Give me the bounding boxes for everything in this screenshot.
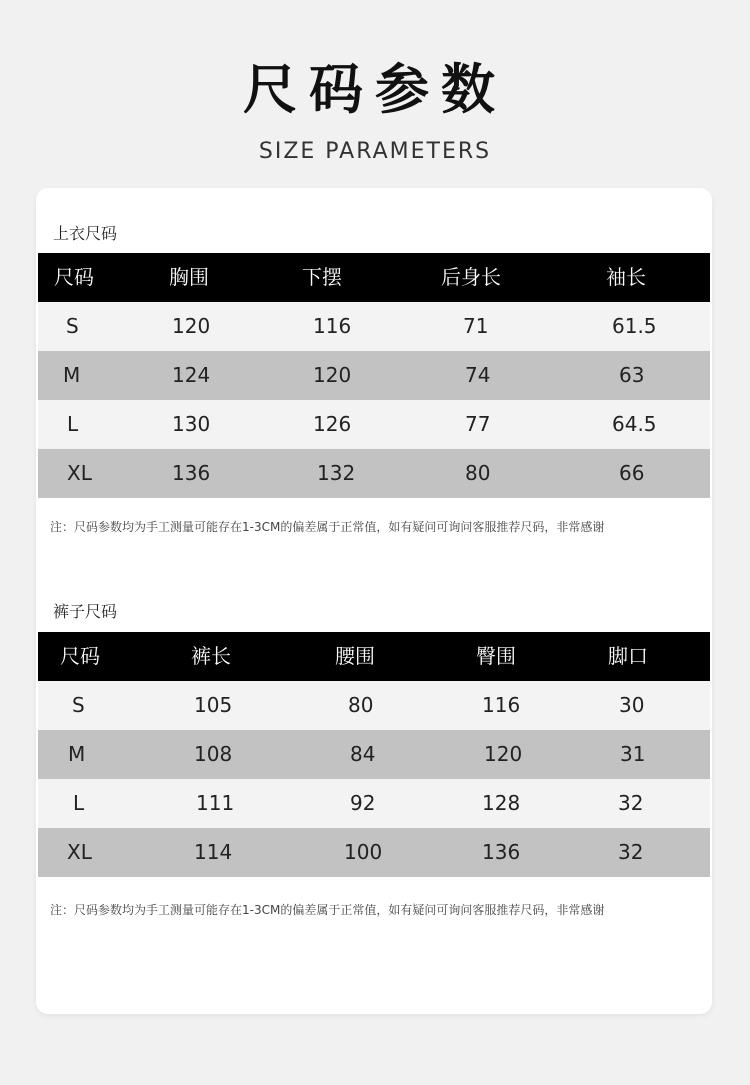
table-cell: 61.5 bbox=[612, 314, 657, 338]
top-size-note: 注：尺码参数均为手工测量可能存在1-3CM的偏差属于正常值，如有疑问可询问客服推荐尺码，非常感谢 bbox=[50, 520, 605, 534]
table-cell: 130 bbox=[172, 412, 211, 436]
table-cell: 100 bbox=[344, 840, 383, 864]
table-cell: 114 bbox=[194, 840, 233, 864]
table-cell: 132 bbox=[317, 461, 356, 485]
header-cell: 袖长 bbox=[606, 265, 646, 289]
table-cell: 116 bbox=[313, 314, 352, 338]
pants-size-label: 裤子尺码 bbox=[53, 602, 118, 621]
header-cell: 尺码 bbox=[54, 265, 94, 289]
table-cell: 71 bbox=[463, 314, 489, 338]
table-cell: XL bbox=[67, 840, 92, 864]
header-cell: 腰围 bbox=[335, 644, 375, 668]
page-title: 尺码参数 bbox=[243, 58, 507, 121]
header-cell: 裤长 bbox=[191, 644, 231, 668]
table-cell: 66 bbox=[619, 461, 645, 485]
table-cell: 31 bbox=[620, 742, 646, 766]
table-cell: 80 bbox=[465, 461, 491, 485]
table-cell: M bbox=[63, 363, 81, 387]
table-cell: S bbox=[72, 693, 85, 717]
table-cell: 128 bbox=[482, 791, 521, 815]
table-row bbox=[38, 681, 710, 730]
header-cell: 下摆 bbox=[302, 265, 342, 289]
header-cell: 后身长 bbox=[441, 265, 501, 289]
header-cell: 尺码 bbox=[60, 644, 100, 668]
table-cell: L bbox=[73, 791, 85, 815]
table-row bbox=[38, 449, 710, 498]
table-row bbox=[38, 400, 710, 449]
table-cell: 126 bbox=[313, 412, 352, 436]
table-cell: 108 bbox=[194, 742, 233, 766]
table-cell: 120 bbox=[484, 742, 523, 766]
table-row bbox=[38, 828, 710, 877]
table-cell: L bbox=[67, 412, 79, 436]
size-card bbox=[36, 188, 712, 1014]
table-cell: 80 bbox=[348, 693, 374, 717]
table-cell: XL bbox=[67, 461, 92, 485]
table-cell: 92 bbox=[350, 791, 376, 815]
table-cell: M bbox=[68, 742, 86, 766]
table-row bbox=[38, 351, 710, 400]
table-cell: 105 bbox=[194, 693, 233, 717]
top-size-label: 上衣尺码 bbox=[53, 224, 118, 243]
table-cell: 120 bbox=[172, 314, 211, 338]
table-header-row bbox=[38, 253, 710, 302]
top-size-table bbox=[38, 253, 710, 498]
table-cell: 84 bbox=[350, 742, 376, 766]
table-row bbox=[38, 302, 710, 351]
table-cell: 136 bbox=[482, 840, 521, 864]
table-cell: 32 bbox=[618, 840, 644, 864]
table-cell: 64.5 bbox=[612, 412, 657, 436]
table-row bbox=[38, 779, 710, 828]
table-cell: 111 bbox=[196, 791, 235, 815]
header-cell: 脚口 bbox=[608, 644, 648, 668]
table-cell: S bbox=[66, 314, 79, 338]
table-cell: 30 bbox=[619, 693, 645, 717]
table-cell: 136 bbox=[172, 461, 211, 485]
table-cell: 77 bbox=[465, 412, 491, 436]
table-header-row bbox=[38, 632, 710, 681]
table-cell: 124 bbox=[172, 363, 211, 387]
header-cell: 臀围 bbox=[476, 644, 516, 668]
table-cell: 63 bbox=[619, 363, 645, 387]
pants-size-note: 注：尺码参数均为手工测量可能存在1-3CM的偏差属于正常值，如有疑问可询问客服推荐尺码，非常感谢 bbox=[50, 903, 605, 917]
table-cell: 32 bbox=[618, 791, 644, 815]
table-row bbox=[38, 730, 710, 779]
pants-size-table bbox=[38, 632, 710, 877]
header-cell: 胸围 bbox=[169, 265, 209, 289]
table-cell: 74 bbox=[465, 363, 491, 387]
table-cell: 120 bbox=[313, 363, 352, 387]
table-cell: 116 bbox=[482, 693, 521, 717]
page-subtitle: SIZE PARAMETERS bbox=[258, 139, 492, 164]
